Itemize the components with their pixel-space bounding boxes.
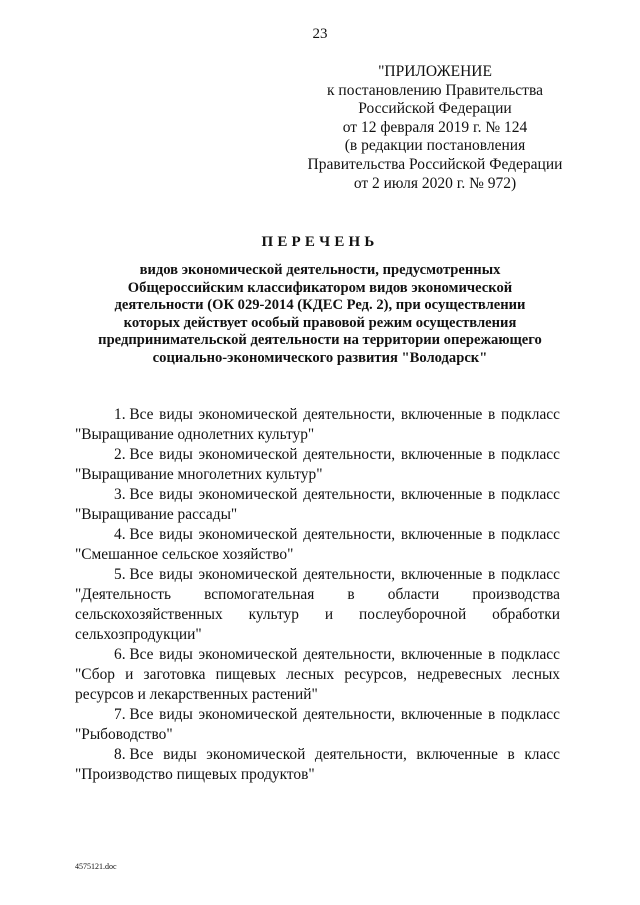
word: виды: [159, 446, 193, 463]
word: включенные: [400, 406, 483, 423]
word: 5. Все: [114, 566, 154, 583]
word: в: [507, 746, 515, 763]
word: в: [488, 446, 496, 463]
word: вспомогательная: [204, 586, 315, 603]
word: 3. Все: [114, 486, 154, 503]
word: лесных: [286, 666, 335, 683]
word: подкласс: [500, 526, 560, 543]
word: "Деятельность: [75, 586, 172, 603]
list-item-line: [75, 745, 560, 765]
word: "Сбор: [75, 666, 115, 683]
list-item-line: [75, 405, 560, 425]
word: включенные: [400, 566, 483, 583]
list-item-line: ресурсов и лекарственных растений": [75, 686, 318, 703]
file-reference: 4575121.doc: [75, 862, 117, 871]
word: экономической: [198, 486, 298, 503]
word: области: [387, 586, 440, 603]
list-item-line: "Рыбоводство": [75, 726, 173, 743]
word: 2. Все: [114, 446, 154, 463]
list-item-line: [75, 445, 560, 465]
list-item: [75, 705, 560, 745]
word: экономической: [198, 566, 298, 583]
word: в: [488, 406, 496, 423]
list-item: [75, 565, 560, 645]
word: деятельности,: [303, 646, 396, 663]
appendix-header: [300, 63, 570, 193]
word: подкласс: [500, 486, 560, 503]
list-item-line: сельхозпродукции": [75, 626, 202, 643]
word: в: [347, 586, 355, 603]
word: виды: [159, 566, 193, 583]
word: послеуборочной: [359, 606, 467, 623]
word: 6. Все: [114, 646, 154, 663]
word: 8. Все: [114, 746, 154, 763]
word: 1. Все: [114, 406, 154, 423]
word: экономической: [206, 746, 306, 763]
word: деятельности,: [303, 406, 396, 423]
word: включенные: [400, 706, 483, 723]
list-item-line: [75, 565, 560, 585]
word: деятельности,: [303, 486, 396, 503]
word: 4. Все: [114, 526, 154, 543]
appendix-line: к постановлению Правительства: [327, 81, 543, 99]
list-item-line: [75, 525, 560, 545]
subtitle-line: деятельности (ОК 029-2014 (КДЕС Ред. 2), при осуществлении: [114, 297, 526, 314]
list-item: [75, 645, 560, 705]
list-item-line: "Производство пищевых продуктов": [75, 766, 315, 783]
word: сельскохозяйственных: [75, 606, 223, 623]
appendix-line: Правительства Российской Федерации: [307, 155, 563, 173]
document-subtitle: [60, 262, 580, 368]
appendix-line: от 2 июля 2020 г. № 972): [353, 174, 517, 192]
word: деятельности,: [303, 446, 396, 463]
word: в: [488, 646, 496, 663]
word: и: [324, 606, 334, 623]
page-number: 23: [312, 26, 328, 42]
word: экономической: [198, 406, 298, 423]
word: включенные: [400, 446, 483, 463]
list-item-line: [75, 485, 560, 505]
word: экономической: [198, 446, 298, 463]
word: подкласс: [500, 646, 560, 663]
word: деятельности,: [314, 746, 407, 763]
word: подкласс: [500, 706, 560, 723]
subtitle-line: видов экономической деятельности, предусмотренных: [139, 262, 501, 278]
word: деятельности,: [303, 526, 396, 543]
word: виды: [159, 486, 193, 503]
word: деятельности,: [303, 706, 396, 723]
word: деятельности,: [303, 566, 396, 583]
list-item: [75, 405, 560, 445]
word: включенные: [400, 526, 483, 543]
list-item-line: "Выращивание рассады": [75, 506, 238, 523]
word: в: [488, 706, 496, 723]
word: в: [488, 566, 496, 583]
word: лесных: [511, 666, 560, 683]
word: виды: [159, 646, 193, 663]
word: включенные: [400, 646, 483, 663]
subtitle-line: Общероссийским классификатором видов экономической: [127, 279, 513, 296]
word: производства: [472, 586, 560, 603]
word: недревесных: [417, 666, 502, 683]
word: обработки: [492, 606, 560, 623]
list-item-line: [75, 605, 560, 625]
list-item: [75, 525, 560, 565]
word: в: [488, 486, 496, 503]
list-item: [75, 485, 560, 525]
word: в: [488, 526, 496, 543]
list-item: [75, 745, 560, 785]
word: экономической: [198, 526, 298, 543]
word: включенные: [400, 486, 483, 503]
appendix-line: "ПРИЛОЖЕНИЕ: [378, 63, 492, 80]
word: экономической: [198, 646, 298, 663]
subtitle-line: предпринимательской деятельности на территории опережающего: [98, 332, 542, 349]
list-item-line: [75, 585, 560, 605]
list-item-line: "Смешанное сельское хозяйство": [75, 546, 294, 563]
word: и: [125, 666, 134, 683]
list-item-line: [75, 645, 560, 665]
list-item: [75, 445, 560, 485]
subtitle-line: социально-экономического развития "Володарск": [152, 349, 488, 366]
list-item-line: [75, 705, 560, 725]
word: 7. Все: [114, 706, 154, 723]
word: включенные: [416, 746, 498, 763]
list-item-line: "Выращивание многолетних культур": [75, 466, 323, 483]
word: подкласс: [500, 566, 560, 583]
word: ресурсов,: [344, 666, 407, 683]
list-item-line: [75, 665, 560, 685]
word: виды: [163, 746, 197, 763]
list-item-line: "Выращивание однолетних культур": [75, 426, 315, 443]
word: виды: [159, 526, 193, 543]
word: заготовка: [143, 666, 206, 683]
word: культур: [248, 606, 299, 623]
appendix-line: (в редакции постановления: [344, 137, 526, 155]
subtitle-line: которых действует особый правовой режим осуществления: [123, 314, 517, 331]
word: подкласс: [500, 406, 560, 423]
word: виды: [159, 406, 193, 423]
activity-list: [75, 405, 560, 785]
word: экономической: [198, 706, 298, 723]
word: класс: [524, 746, 560, 763]
word: виды: [159, 706, 193, 723]
appendix-line: от 12 февраля 2019 г. № 124: [342, 118, 528, 136]
word: подкласс: [500, 446, 560, 463]
word: пищевых: [215, 666, 277, 683]
appendix-line: Российской Федерации: [358, 100, 512, 118]
document-title: ПЕРЕЧЕНЬ: [261, 234, 379, 250]
